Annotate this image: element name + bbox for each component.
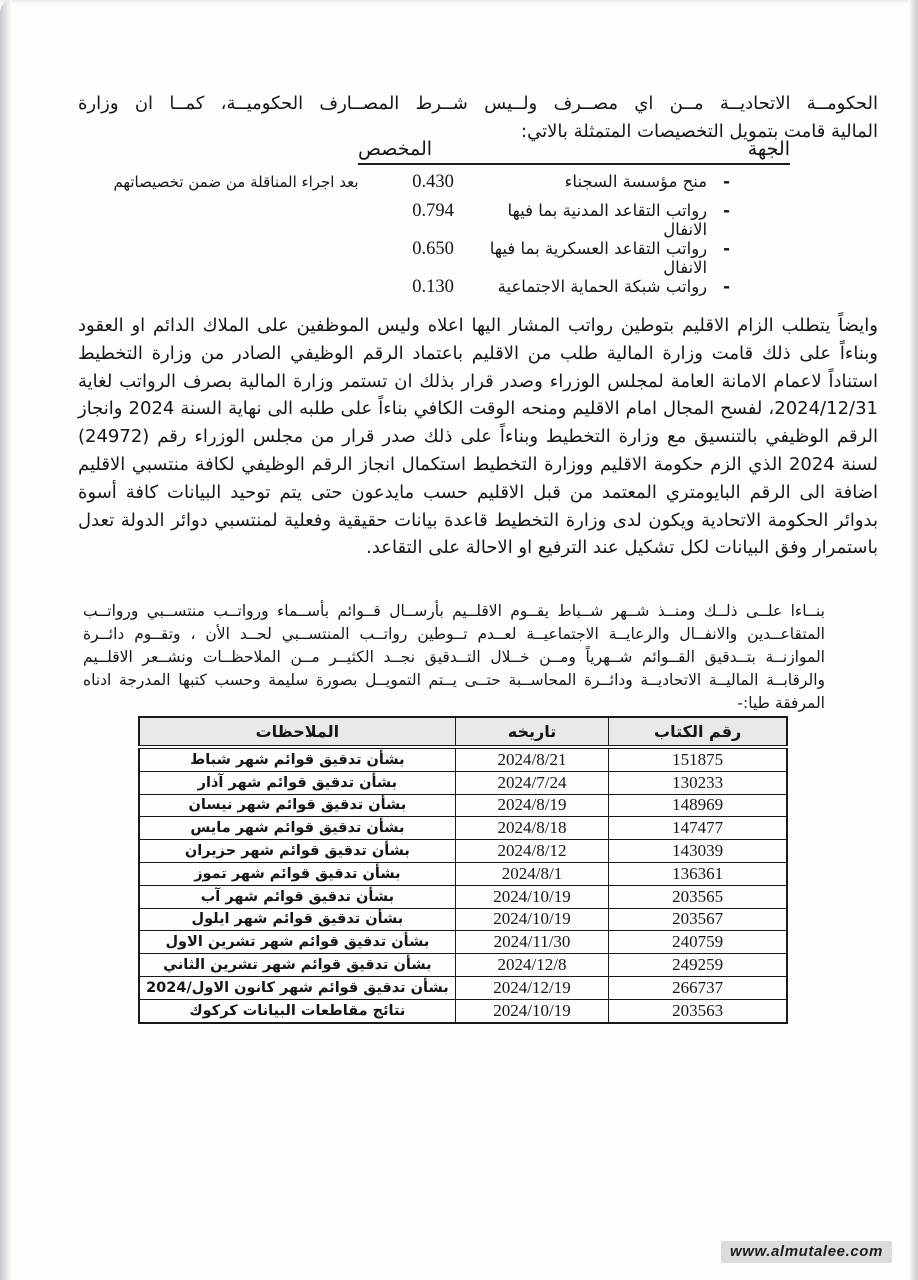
notes-cell: بشأن تدقيق قوائم شهر تموز xyxy=(139,862,455,885)
documents-table xyxy=(138,716,788,1024)
watermark-badge: www.almutalee.com xyxy=(721,1241,892,1263)
allocation-entity-label: رواتب التقاعد المدنية بما فيها الانفال xyxy=(507,200,708,239)
entity-column-header: الجهة xyxy=(747,138,790,160)
notes-cell: بشأن تدقيق قوائم شهر آذار xyxy=(139,771,455,794)
photo-edge-right xyxy=(908,0,918,1280)
allocation-amount: 0.130 xyxy=(412,276,454,297)
book-number-cell: 136361 xyxy=(609,862,787,885)
table-row xyxy=(139,862,787,885)
allocations-list xyxy=(84,172,730,305)
book-number-cell: 148969 xyxy=(609,794,787,817)
notes-cell: نتائج مقاطعات البيانات كركوك xyxy=(139,999,455,1022)
allocation-row xyxy=(84,277,730,306)
date-cell: 2024/8/1 xyxy=(455,862,609,885)
book-number-cell: 249259 xyxy=(609,954,787,977)
dash-bullet: - xyxy=(723,200,730,220)
dash-bullet: - xyxy=(723,238,730,258)
notes-column-header: الملاحظات xyxy=(139,717,455,747)
allocation-entity xyxy=(478,239,730,277)
notes-cell: بشأن تدقيق قوائم شهر شباط xyxy=(139,747,455,771)
dash-bullet: - xyxy=(723,172,730,191)
table-row xyxy=(139,747,787,771)
table-row xyxy=(139,999,787,1022)
table-row xyxy=(139,976,787,999)
date-column-header: تاريخه xyxy=(455,717,609,747)
allocation-note: بعد اجراء المناقلة من ضمن تخصيصاتهم xyxy=(113,173,359,191)
allocation-entity xyxy=(478,277,730,296)
date-cell: 2024/12/8 xyxy=(455,954,609,977)
allocation-entity-label: رواتب التقاعد العسكرية بما فيها الانفال xyxy=(489,238,708,277)
date-cell: 2024/8/21 xyxy=(455,747,609,771)
date-cell: 2024/10/19 xyxy=(455,999,609,1022)
documents-table-header-row xyxy=(139,717,787,747)
date-cell: 2024/8/19 xyxy=(455,794,609,817)
dash-bullet: - xyxy=(723,276,730,296)
allocation-amount: 0.650 xyxy=(412,238,454,259)
photo-edge-top xyxy=(0,0,918,4)
notes-cell: بشأن تدقيق قوائم شهر تشرين الاول xyxy=(139,931,455,954)
book-number-cell: 203567 xyxy=(609,908,787,931)
notes-cell: بشأن تدقيق قوائم شهر تشرين الثاني xyxy=(139,954,455,977)
book-number-cell: 203563 xyxy=(609,999,787,1022)
notes-cell: بشأن تدقيق قوائم شهر حزيران xyxy=(139,840,455,863)
intro-line-1: الحكومــة الاتحاديــة مــن اي مصــرف ولــيس شــرط المصــارف الحكوميــة، كمــا ان وزارة xyxy=(78,93,878,114)
date-cell: 2024/7/24 xyxy=(455,771,609,794)
table-row xyxy=(139,931,787,954)
date-cell: 2024/11/30 xyxy=(455,931,609,954)
allocation-amount: 0.794 xyxy=(412,200,454,221)
table-row xyxy=(139,954,787,977)
allocation-amount: 0.430 xyxy=(412,172,454,192)
book-number-cell: 240759 xyxy=(609,931,787,954)
book-number-cell: 266737 xyxy=(609,976,787,999)
table-row xyxy=(139,840,787,863)
date-cell: 2024/10/19 xyxy=(455,885,609,908)
table-row xyxy=(139,908,787,931)
book-number-cell: 143039 xyxy=(609,840,787,863)
date-cell: 2024/10/19 xyxy=(455,908,609,931)
allocation-entity xyxy=(478,201,730,239)
table-row xyxy=(139,794,787,817)
amount-column-header: المخصص xyxy=(358,138,433,160)
allocation-entity-label: منح مؤسسة السجناء xyxy=(564,172,708,191)
notes-cell: بشأن تدقيق قوائم شهر مايس xyxy=(139,817,455,840)
notes-cell: بشأن تدقيق قوائم شهر آب xyxy=(139,885,455,908)
date-cell: 2024/8/18 xyxy=(455,817,609,840)
notes-cell: بشأن تدقيق قوائم شهر ايلول xyxy=(139,908,455,931)
table-row xyxy=(139,885,787,908)
table-row xyxy=(139,817,787,840)
book-number-cell: 130233 xyxy=(609,771,787,794)
allocations-header xyxy=(358,138,790,165)
book-number-column-header: رقم الكتاب xyxy=(609,717,787,747)
book-number-cell: 203565 xyxy=(609,885,787,908)
notes-cell: بشأن تدقيق قوائم شهر نيسان xyxy=(139,794,455,817)
funding-paragraph: وايضاً يتطلب الزام الاقليم بتوطين رواتب المشار اليها اعلاه وليس الموظفين على الملاك الدائم او العقود وبناءاً على ذلك قامت وزارة المالية طلب من الاقليم باعتماد الرقم الوظيفي الصادر من وزارة التخطيط استناداً لاعمام الامانة العامة لمجلس الوزراء وصدر قرار بذلك ان تستمر وزارة المالية بصرف الرواتب لغاية 2024/12/31، لفسح المجال امام الاقليم ومنحه الوقت الكافي بناءاً على طلبه الى نهاية السنة 2024 وانجاز الرقم الوظيفي بالتنسيق مع وزارة التخطيط وبناءاً على ذلك صدر قرار من مجلس الوزراء رقم (24972) لسنة 2024 الذي الزم حكومة الاقليم ووزارة التخطيط استكمال انجاز الرقم الوظيفي لكافة منتسبي الاقليم اضافة الى الرقم البايومتري المعتمد من قبل الاقليم حسب مايدعون حتى يتم توحيد البيانات كافة أسوة بدوائر الحكومة الاتحادية ويكون لدى وزارة التخطيط قاعدة بيانات حقيقية وفعلية لمنتسبي دوائر الدولة تعدل باستمرار وفق البيانات لكل تشكيل عند الترفيع او الاحالة على التقاعد. xyxy=(78,315,878,559)
photo-edge-left xyxy=(0,0,12,1280)
allocation-entity xyxy=(478,172,730,191)
notes-cell: بشأن تدقيق قوائم شهر كانون الاول/2024 xyxy=(139,976,455,999)
allocation-row xyxy=(84,172,730,201)
allocation-row xyxy=(84,239,730,277)
allocation-entity-label: رواتب شبكة الحماية الاجتماعية xyxy=(497,276,708,296)
date-cell: 2024/12/19 xyxy=(455,976,609,999)
book-number-cell: 151875 xyxy=(609,747,787,771)
intro-line-2: المالية قامت بتمويل التخصيصات المتمثلة بالاتي: xyxy=(521,121,878,142)
table-row xyxy=(139,771,787,794)
allocation-row xyxy=(84,201,730,239)
book-number-cell: 147477 xyxy=(609,817,787,840)
date-cell: 2024/8/12 xyxy=(455,840,609,863)
audit-paragraph: بنــاءا علــى ذلــك ومنــذ شــهر شــباط يقــوم الاقلــيم بأرســال قــوائم بأســماء ورواتــب منتســبي ورواتــب المتقاعــدين والانفــال والرعايــة الاجتماعيــة لعــدم تــوطين رواتــب المنتســبي لحــد الأن ، وتقــوم دائــرة الموازنــة بتــدقيق القــوائم شــهرياً ومــن خــلال التــدقيق نجــد الكثيــر مــن الملاحظــات ونشــعر الاقلــيم والرقابــة الماليــة الاتحاديــة ودائــرة المحاســبة حتــى يــتم التمويــل بصورة سليمة وحسب كتبها المدرجة ادناه المرفقة طيا:- xyxy=(83,601,825,713)
